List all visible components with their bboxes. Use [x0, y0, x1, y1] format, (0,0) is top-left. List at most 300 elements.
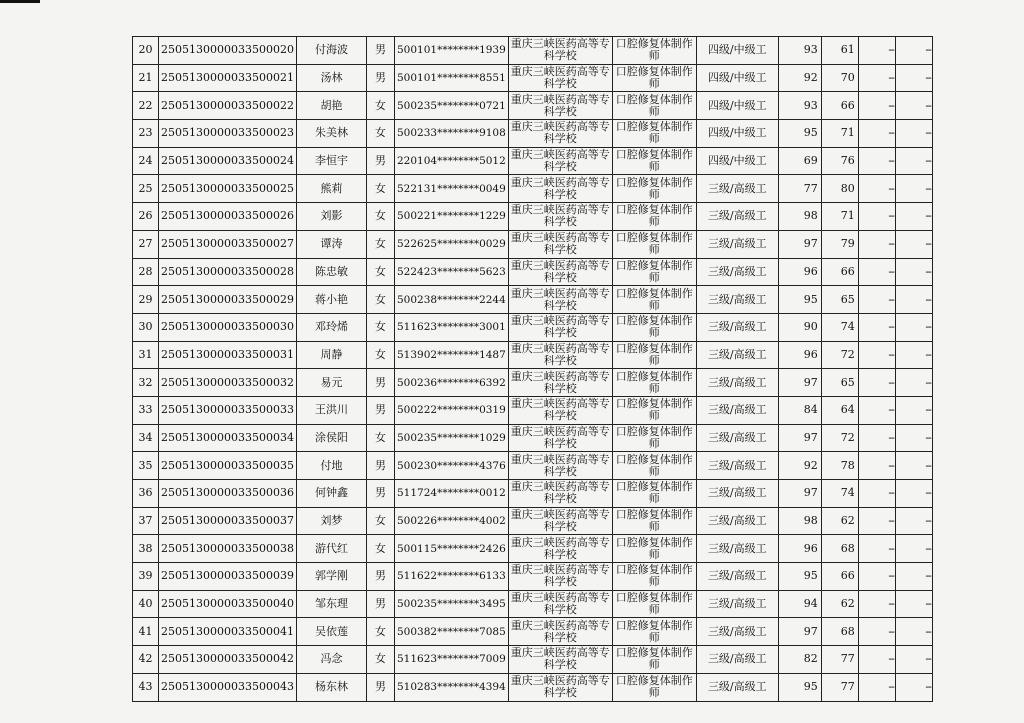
cell-theory-score: 98: [778, 507, 821, 535]
table-row: [133, 507, 933, 535]
cell-level: 四级/中级工: [696, 64, 778, 92]
cell-id-number: 500222********0319: [394, 396, 508, 424]
cell-name: 邹东理: [296, 590, 366, 618]
cell-score-4: --: [895, 507, 932, 535]
cell-school: 重庆三峡医药高等专科学校: [508, 535, 612, 563]
cell-theory-score: 97: [778, 230, 821, 258]
cell-theory-score: 92: [778, 64, 821, 92]
cell-school: 重庆三峡医药高等专科学校: [508, 618, 612, 646]
cell-school: 重庆三峡医药高等专科学校: [508, 646, 612, 674]
cell-theory-score: 69: [778, 147, 821, 175]
cell-certificate-number: 2505130000033500030: [159, 313, 297, 341]
cell-occupation: 口腔修复体制作师: [612, 37, 696, 65]
cell-name: 李恒宇: [296, 147, 366, 175]
cell-score-3: --: [858, 286, 895, 314]
cell-level: 四级/中级工: [696, 37, 778, 65]
cell-row-number: 42: [133, 646, 159, 674]
cell-occupation: 口腔修复体制作师: [612, 313, 696, 341]
cell-level: 三级/高级工: [696, 396, 778, 424]
cell-score-3: --: [858, 424, 895, 452]
cell-gender: 女: [366, 203, 394, 231]
cell-name: 陈忠敏: [296, 258, 366, 286]
cell-skill-score: 68: [821, 535, 858, 563]
table-row: [133, 147, 933, 175]
table-row: [133, 563, 933, 591]
cell-row-number: 31: [133, 341, 159, 369]
cell-name: 汤林: [296, 64, 366, 92]
cell-certificate-number: 2505130000033500022: [159, 92, 297, 120]
table-row: [133, 673, 933, 701]
cell-row-number: 32: [133, 369, 159, 397]
cell-school: 重庆三峡医药高等专科学校: [508, 341, 612, 369]
cell-occupation: 口腔修复体制作师: [612, 535, 696, 563]
cell-school: 重庆三峡医药高等专科学校: [508, 203, 612, 231]
cell-score-4: --: [895, 673, 932, 701]
cell-level: 三级/高级工: [696, 618, 778, 646]
cell-school: 重庆三峡医药高等专科学校: [508, 313, 612, 341]
cell-certificate-number: 2505130000033500037: [159, 507, 297, 535]
cell-certificate-number: 2505130000033500024: [159, 147, 297, 175]
cell-occupation: 口腔修复体制作师: [612, 64, 696, 92]
cell-score-3: --: [858, 480, 895, 508]
cell-certificate-number: 2505130000033500036: [159, 480, 297, 508]
cell-certificate-number: 2505130000033500027: [159, 230, 297, 258]
cell-theory-score: 97: [778, 369, 821, 397]
cell-score-3: --: [858, 452, 895, 480]
cell-occupation: 口腔修复体制作师: [612, 230, 696, 258]
cell-theory-score: 90: [778, 313, 821, 341]
cell-occupation: 口腔修复体制作师: [612, 203, 696, 231]
cell-row-number: 22: [133, 92, 159, 120]
cell-score-4: --: [895, 452, 932, 480]
results-table: [132, 36, 933, 702]
cell-certificate-number: 2505130000033500033: [159, 396, 297, 424]
cell-score-4: --: [895, 64, 932, 92]
cell-skill-score: 66: [821, 92, 858, 120]
cell-level: 三级/高级工: [696, 452, 778, 480]
cell-level: 三级/高级工: [696, 175, 778, 203]
cell-skill-score: 77: [821, 673, 858, 701]
cell-skill-score: 70: [821, 64, 858, 92]
cell-theory-score: 96: [778, 535, 821, 563]
cell-gender: 女: [366, 175, 394, 203]
cell-school: 重庆三峡医药高等专科学校: [508, 286, 612, 314]
cell-name: 刘影: [296, 203, 366, 231]
cell-score-3: --: [858, 646, 895, 674]
cell-theory-score: 92: [778, 452, 821, 480]
cell-level: 三级/高级工: [696, 646, 778, 674]
cell-occupation: 口腔修复体制作师: [612, 92, 696, 120]
cell-certificate-number: 2505130000033500031: [159, 341, 297, 369]
table-row: [133, 175, 933, 203]
cell-certificate-number: 2505130000033500040: [159, 590, 297, 618]
cell-skill-score: 72: [821, 424, 858, 452]
cell-row-number: 25: [133, 175, 159, 203]
cell-skill-score: 71: [821, 203, 858, 231]
cell-name: 周静: [296, 341, 366, 369]
cell-gender: 女: [366, 618, 394, 646]
cell-name: 何钟鑫: [296, 480, 366, 508]
cell-name: 郭学刚: [296, 563, 366, 591]
cell-score-3: --: [858, 92, 895, 120]
cell-skill-score: 74: [821, 480, 858, 508]
cell-score-3: --: [858, 590, 895, 618]
cell-skill-score: 80: [821, 175, 858, 203]
table-row: [133, 396, 933, 424]
cell-occupation: 口腔修复体制作师: [612, 396, 696, 424]
cell-school: 重庆三峡医药高等专科学校: [508, 92, 612, 120]
cell-occupation: 口腔修复体制作师: [612, 286, 696, 314]
cell-id-number: 500382********7085: [394, 618, 508, 646]
cell-score-3: --: [858, 369, 895, 397]
cell-row-number: 37: [133, 507, 159, 535]
cell-occupation: 口腔修复体制作师: [612, 507, 696, 535]
table-row: [133, 92, 933, 120]
cell-theory-score: 98: [778, 203, 821, 231]
cell-name: 谭涛: [296, 230, 366, 258]
cell-school: 重庆三峡医药高等专科学校: [508, 563, 612, 591]
table-row: [133, 369, 933, 397]
cell-occupation: 口腔修复体制作师: [612, 452, 696, 480]
cell-occupation: 口腔修复体制作师: [612, 424, 696, 452]
cell-name: 冯念: [296, 646, 366, 674]
cell-skill-score: 66: [821, 563, 858, 591]
cell-score-4: --: [895, 563, 932, 591]
cell-score-3: --: [858, 258, 895, 286]
cell-school: 重庆三峡医药高等专科学校: [508, 175, 612, 203]
cell-school: 重庆三峡医药高等专科学校: [508, 480, 612, 508]
cell-score-4: --: [895, 480, 932, 508]
cell-name: 朱美林: [296, 120, 366, 148]
cell-name: 杨东林: [296, 673, 366, 701]
cell-score-3: --: [858, 341, 895, 369]
cell-row-number: 20: [133, 37, 159, 65]
cell-level: 四级/中级工: [696, 120, 778, 148]
cell-gender: 男: [366, 64, 394, 92]
cell-row-number: 36: [133, 480, 159, 508]
cell-occupation: 口腔修复体制作师: [612, 120, 696, 148]
cell-skill-score: 61: [821, 37, 858, 65]
cell-score-4: --: [895, 396, 932, 424]
cell-score-4: --: [895, 535, 932, 563]
cell-occupation: 口腔修复体制作师: [612, 480, 696, 508]
cell-id-number: 500226********4002: [394, 507, 508, 535]
cell-skill-score: 77: [821, 646, 858, 674]
cell-row-number: 33: [133, 396, 159, 424]
table-row: [133, 618, 933, 646]
cell-score-3: --: [858, 230, 895, 258]
cell-skill-score: 62: [821, 590, 858, 618]
cell-name: 易元: [296, 369, 366, 397]
cell-level: 三级/高级工: [696, 590, 778, 618]
cell-occupation: 口腔修复体制作师: [612, 618, 696, 646]
cell-occupation: 口腔修复体制作师: [612, 258, 696, 286]
cell-score-3: --: [858, 37, 895, 65]
cell-gender: 女: [366, 92, 394, 120]
cell-level: 三级/高级工: [696, 535, 778, 563]
table-row: [133, 64, 933, 92]
cell-row-number: 41: [133, 618, 159, 646]
cell-skill-score: 78: [821, 452, 858, 480]
cell-level: 三级/高级工: [696, 563, 778, 591]
cell-row-number: 40: [133, 590, 159, 618]
cell-skill-score: 65: [821, 369, 858, 397]
table-row: [133, 646, 933, 674]
cell-row-number: 24: [133, 147, 159, 175]
cell-gender: 男: [366, 147, 394, 175]
cell-gender: 女: [366, 535, 394, 563]
cell-id-number: 500101********8551: [394, 64, 508, 92]
cell-score-3: --: [858, 507, 895, 535]
cell-skill-score: 66: [821, 258, 858, 286]
cell-name: 付地: [296, 452, 366, 480]
scan-edge-mark: [0, 0, 40, 3]
cell-gender: 男: [366, 369, 394, 397]
cell-row-number: 29: [133, 286, 159, 314]
cell-theory-score: 95: [778, 563, 821, 591]
cell-school: 重庆三峡医药高等专科学校: [508, 673, 612, 701]
cell-level: 三级/高级工: [696, 424, 778, 452]
cell-level: 四级/中级工: [696, 147, 778, 175]
cell-school: 重庆三峡医药高等专科学校: [508, 590, 612, 618]
cell-certificate-number: 2505130000033500026: [159, 203, 297, 231]
cell-gender: 男: [366, 563, 394, 591]
cell-id-number: 511724********0012: [394, 480, 508, 508]
cell-school: 重庆三峡医药高等专科学校: [508, 147, 612, 175]
cell-level: 三级/高级工: [696, 480, 778, 508]
cell-score-4: --: [895, 424, 932, 452]
cell-theory-score: 77: [778, 175, 821, 203]
cell-score-4: --: [895, 230, 932, 258]
cell-theory-score: 82: [778, 646, 821, 674]
cell-id-number: 511623********7009: [394, 646, 508, 674]
cell-score-3: --: [858, 64, 895, 92]
cell-name: 熊莉: [296, 175, 366, 203]
cell-gender: 男: [366, 673, 394, 701]
cell-theory-score: 95: [778, 120, 821, 148]
table-row: [133, 535, 933, 563]
cell-certificate-number: 2505130000033500025: [159, 175, 297, 203]
table-row: [133, 424, 933, 452]
cell-score-4: --: [895, 203, 932, 231]
cell-score-3: --: [858, 203, 895, 231]
cell-score-4: --: [895, 175, 932, 203]
cell-name: 蒋小艳: [296, 286, 366, 314]
cell-name: 吴依莲: [296, 618, 366, 646]
cell-gender: 女: [366, 120, 394, 148]
cell-certificate-number: 2505130000033500021: [159, 64, 297, 92]
cell-id-number: 522423********5623: [394, 258, 508, 286]
document-sheet: [132, 36, 933, 702]
cell-level: 三级/高级工: [696, 203, 778, 231]
cell-gender: 女: [366, 424, 394, 452]
cell-skill-score: 68: [821, 618, 858, 646]
cell-occupation: 口腔修复体制作师: [612, 341, 696, 369]
cell-name: 胡艳: [296, 92, 366, 120]
cell-gender: 男: [366, 452, 394, 480]
cell-row-number: 43: [133, 673, 159, 701]
cell-skill-score: 72: [821, 341, 858, 369]
cell-theory-score: 93: [778, 37, 821, 65]
cell-id-number: 510283********4394: [394, 673, 508, 701]
cell-score-4: --: [895, 258, 932, 286]
cell-certificate-number: 2505130000033500042: [159, 646, 297, 674]
cell-occupation: 口腔修复体制作师: [612, 673, 696, 701]
cell-id-number: 500235********1029: [394, 424, 508, 452]
cell-score-4: --: [895, 313, 932, 341]
cell-score-4: --: [895, 341, 932, 369]
cell-skill-score: 79: [821, 230, 858, 258]
cell-occupation: 口腔修复体制作师: [612, 369, 696, 397]
cell-row-number: 35: [133, 452, 159, 480]
cell-row-number: 27: [133, 230, 159, 258]
cell-id-number: 500230********4376: [394, 452, 508, 480]
cell-school: 重庆三峡医药高等专科学校: [508, 64, 612, 92]
cell-score-3: --: [858, 673, 895, 701]
cell-skill-score: 71: [821, 120, 858, 148]
cell-occupation: 口腔修复体制作师: [612, 590, 696, 618]
cell-id-number: 500238********2244: [394, 286, 508, 314]
cell-gender: 女: [366, 507, 394, 535]
cell-score-4: --: [895, 618, 932, 646]
cell-score-4: --: [895, 369, 932, 397]
cell-id-number: 500235********3495: [394, 590, 508, 618]
cell-gender: 男: [366, 37, 394, 65]
cell-certificate-number: 2505130000033500043: [159, 673, 297, 701]
cell-score-3: --: [858, 313, 895, 341]
table-row: [133, 37, 933, 65]
cell-row-number: 23: [133, 120, 159, 148]
cell-id-number: 500235********0721: [394, 92, 508, 120]
cell-id-number: 500233********9108: [394, 120, 508, 148]
cell-school: 重庆三峡医药高等专科学校: [508, 452, 612, 480]
cell-level: 三级/高级工: [696, 369, 778, 397]
cell-theory-score: 97: [778, 480, 821, 508]
cell-score-3: --: [858, 618, 895, 646]
cell-gender: 女: [366, 258, 394, 286]
cell-score-3: --: [858, 535, 895, 563]
cell-gender: 女: [366, 286, 394, 314]
cell-certificate-number: 2505130000033500023: [159, 120, 297, 148]
cell-id-number: 500101********1939: [394, 37, 508, 65]
cell-gender: 女: [366, 313, 394, 341]
table-row: [133, 341, 933, 369]
cell-id-number: 522625********0029: [394, 230, 508, 258]
cell-level: 三级/高级工: [696, 507, 778, 535]
cell-school: 重庆三峡医药高等专科学校: [508, 258, 612, 286]
cell-certificate-number: 2505130000033500029: [159, 286, 297, 314]
cell-certificate-number: 2505130000033500041: [159, 618, 297, 646]
cell-score-4: --: [895, 92, 932, 120]
cell-theory-score: 96: [778, 341, 821, 369]
cell-id-number: 500236********6392: [394, 369, 508, 397]
table-row: [133, 480, 933, 508]
cell-level: 三级/高级工: [696, 673, 778, 701]
cell-score-3: --: [858, 120, 895, 148]
cell-name: 付海波: [296, 37, 366, 65]
cell-school: 重庆三峡医药高等专科学校: [508, 230, 612, 258]
cell-certificate-number: 2505130000033500020: [159, 37, 297, 65]
cell-certificate-number: 2505130000033500032: [159, 369, 297, 397]
cell-level: 三级/高级工: [696, 313, 778, 341]
cell-certificate-number: 2505130000033500039: [159, 563, 297, 591]
cell-occupation: 口腔修复体制作师: [612, 147, 696, 175]
cell-row-number: 21: [133, 64, 159, 92]
cell-occupation: 口腔修复体制作师: [612, 175, 696, 203]
cell-name: 涂侯阳: [296, 424, 366, 452]
table-row: [133, 258, 933, 286]
cell-theory-score: 97: [778, 424, 821, 452]
cell-row-number: 28: [133, 258, 159, 286]
cell-name: 游代红: [296, 535, 366, 563]
cell-name: 王洪川: [296, 396, 366, 424]
cell-row-number: 30: [133, 313, 159, 341]
cell-id-number: 220104********5012: [394, 147, 508, 175]
cell-theory-score: 95: [778, 673, 821, 701]
cell-level: 三级/高级工: [696, 230, 778, 258]
cell-theory-score: 95: [778, 286, 821, 314]
cell-school: 重庆三峡医药高等专科学校: [508, 396, 612, 424]
cell-theory-score: 96: [778, 258, 821, 286]
cell-school: 重庆三峡医药高等专科学校: [508, 37, 612, 65]
cell-score-3: --: [858, 147, 895, 175]
table-row: [133, 203, 933, 231]
cell-school: 重庆三峡医药高等专科学校: [508, 369, 612, 397]
cell-theory-score: 94: [778, 590, 821, 618]
cell-score-4: --: [895, 646, 932, 674]
cell-theory-score: 97: [778, 618, 821, 646]
cell-score-4: --: [895, 590, 932, 618]
cell-skill-score: 64: [821, 396, 858, 424]
cell-gender: 女: [366, 646, 394, 674]
cell-name: 刘梦: [296, 507, 366, 535]
cell-id-number: 522131********0049: [394, 175, 508, 203]
cell-gender: 男: [366, 480, 394, 508]
cell-skill-score: 62: [821, 507, 858, 535]
cell-skill-score: 65: [821, 286, 858, 314]
cell-gender: 男: [366, 590, 394, 618]
cell-certificate-number: 2505130000033500034: [159, 424, 297, 452]
cell-school: 重庆三峡医药高等专科学校: [508, 507, 612, 535]
cell-theory-score: 84: [778, 396, 821, 424]
table-row: [133, 452, 933, 480]
cell-level: 三级/高级工: [696, 258, 778, 286]
table-row: [133, 313, 933, 341]
cell-score-4: --: [895, 120, 932, 148]
cell-id-number: 500115********2426: [394, 535, 508, 563]
table-body: [133, 37, 933, 702]
cell-skill-score: 74: [821, 313, 858, 341]
cell-id-number: 513902********1487: [394, 341, 508, 369]
cell-theory-score: 93: [778, 92, 821, 120]
cell-gender: 女: [366, 230, 394, 258]
cell-row-number: 39: [133, 563, 159, 591]
cell-certificate-number: 2505130000033500038: [159, 535, 297, 563]
cell-row-number: 34: [133, 424, 159, 452]
cell-school: 重庆三峡医药高等专科学校: [508, 424, 612, 452]
table-row: [133, 230, 933, 258]
table-row: [133, 590, 933, 618]
cell-score-4: --: [895, 286, 932, 314]
cell-occupation: 口腔修复体制作师: [612, 563, 696, 591]
cell-certificate-number: 2505130000033500035: [159, 452, 297, 480]
cell-level: 四级/中级工: [696, 92, 778, 120]
cell-score-4: --: [895, 147, 932, 175]
cell-gender: 男: [366, 396, 394, 424]
cell-gender: 女: [366, 341, 394, 369]
table-row: [133, 286, 933, 314]
cell-row-number: 38: [133, 535, 159, 563]
